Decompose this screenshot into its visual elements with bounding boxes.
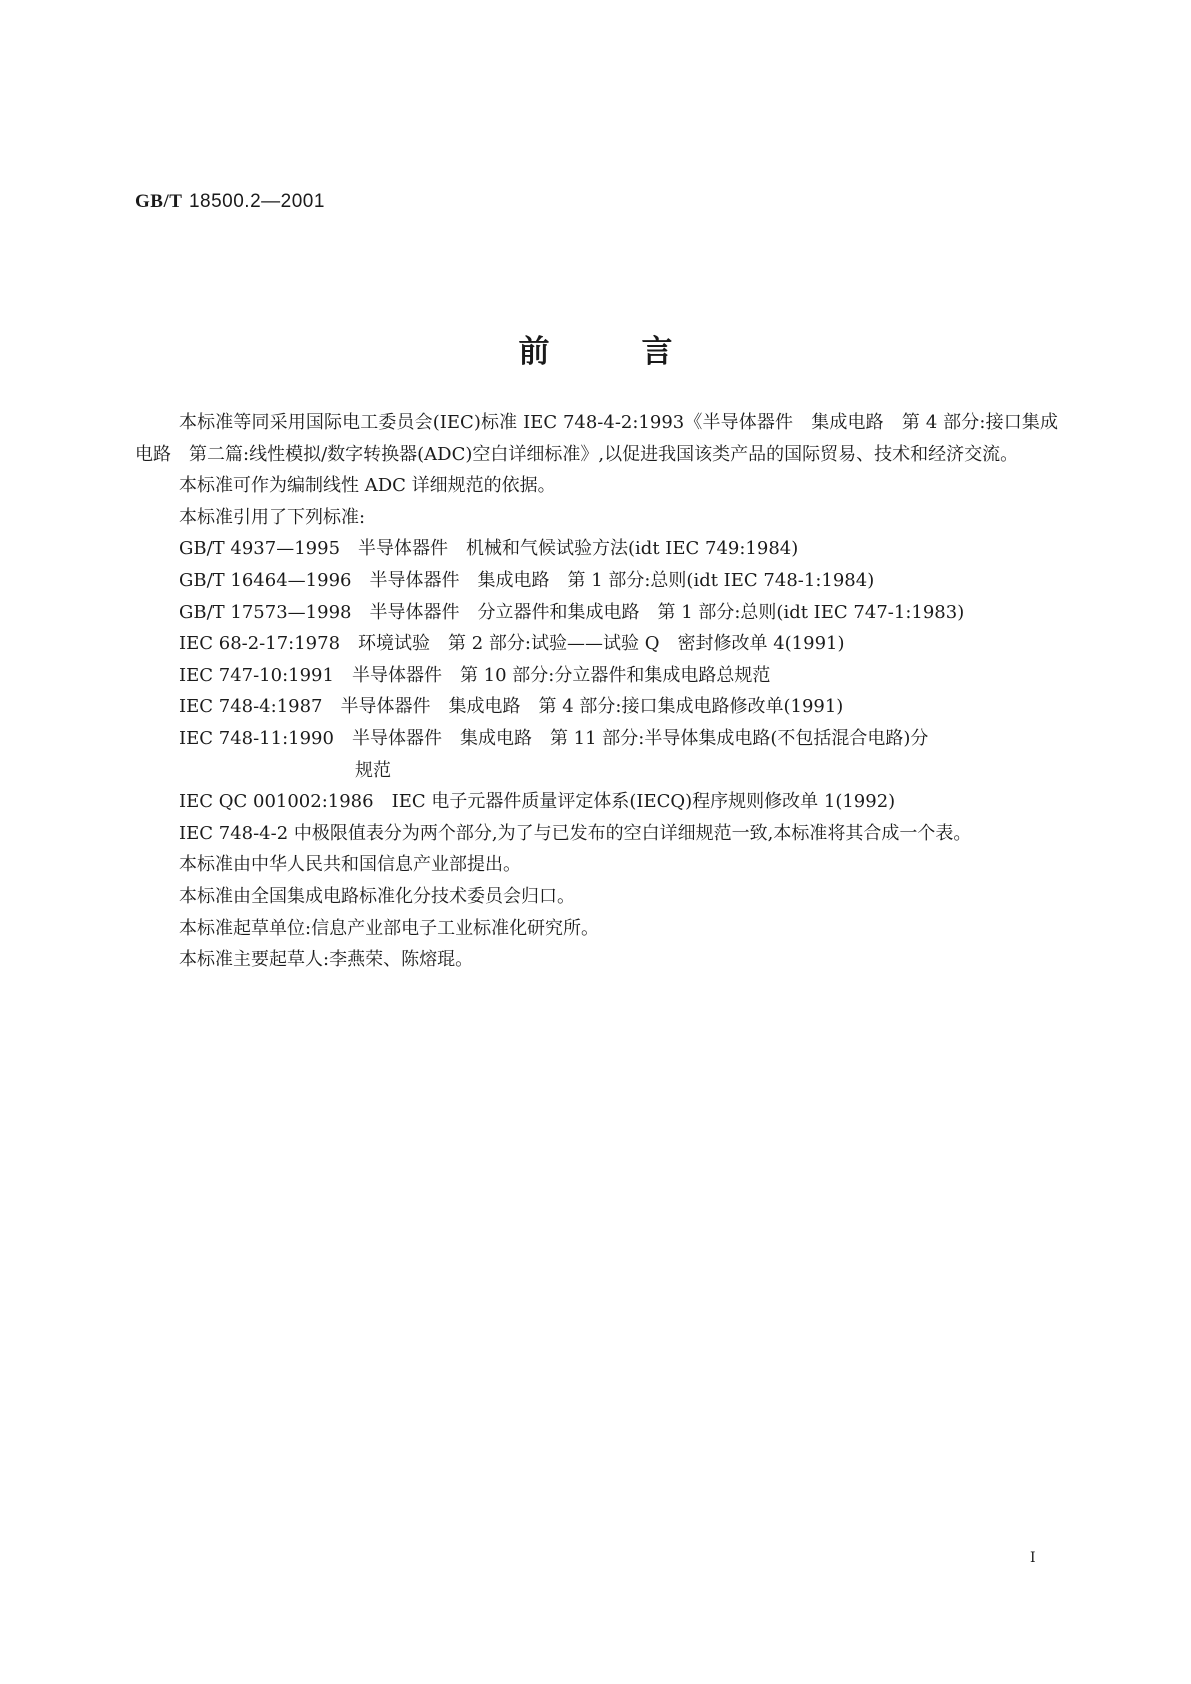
paragraph-basis: 本标准可作为编制线性 ADC 详细规范的依据。 (179, 475, 556, 497)
reference-item-long (135, 723, 1058, 786)
reference-item: IEC 747-10:1991 半导体器件 第 10 部分:分立器件和集成电路总规范 (179, 664, 771, 686)
paragraph-proposer: 本标准由中华人民共和国信息产业部提出。 (179, 854, 521, 876)
paragraph-limit-table: IEC 748-4-2 中极限值表分为两个部分,为了与已发布的空白详细规范一致,本标准将其合成一个表。 (179, 822, 972, 844)
standard-code-prefix: GB/T (135, 191, 183, 212)
reference-item: GB/T 4937—1995 半导体器件 机械和气候试验方法(idt IEC 749:1984) (179, 538, 799, 560)
reference-item: IEC 748-4:1987 半导体器件 集成电路 第 4 部分:接口集成电路修改单(1991) (179, 696, 844, 718)
paragraph-references-intro: 本标准引用了下列标准: (179, 506, 366, 528)
page-number: I (1030, 1550, 1036, 1566)
paragraph-adoption: 本标准等同采用国际电工委员会(IEC)标准 IEC 748-4-2:1993《半导体器件 集成电路 第 4 部分:接口集成电路 第二篇:线性模拟/数字转换器(ADC)空白详细标准》,以促进我国该类产品的国际贸易、技术和经济交流。 (135, 412, 1058, 465)
reference-item: GB/T 16464—1996 半导体器件 集成电路 第 1 部分:总则(idt IEC 748-1:1984) (179, 569, 875, 591)
reference-item-long-line1: IEC 748-11:1990 半导体器件 集成电路 第 11 部分:半导体集成电路(不包括混合电路)分 (179, 727, 929, 749)
paragraph-committee: 本标准由全国集成电路标准化分技术委员会归口。 (179, 885, 575, 907)
reference-item-long-line2: 规范 (355, 759, 391, 781)
reference-item: IEC QC 001002:1986 IEC 电子元器件质量评定体系(IECQ)程序规则修改单 1(1992) (179, 791, 896, 813)
standard-code-number: 18500.2—2001 (188, 191, 325, 212)
standard-code (135, 190, 325, 213)
page-title: 前言 (518, 334, 765, 370)
foreword-body (135, 407, 1058, 976)
reference-item: GB/T 17573—1998 半导体器件 分立器件和集成电路 第 1 部分:总则(idt IEC 747-1:1983) (179, 601, 965, 623)
paragraph-drafting-unit: 本标准起草单位:信息产业部电子工业标准化研究所。 (179, 917, 600, 939)
reference-item: IEC 68-2-17:1978 环境试验 第 2 部分:试验——试验 Q 密封修改单 4(1991) (179, 633, 845, 655)
paragraph-drafters: 本标准主要起草人:李燕荣、陈熔琨。 (179, 949, 474, 971)
